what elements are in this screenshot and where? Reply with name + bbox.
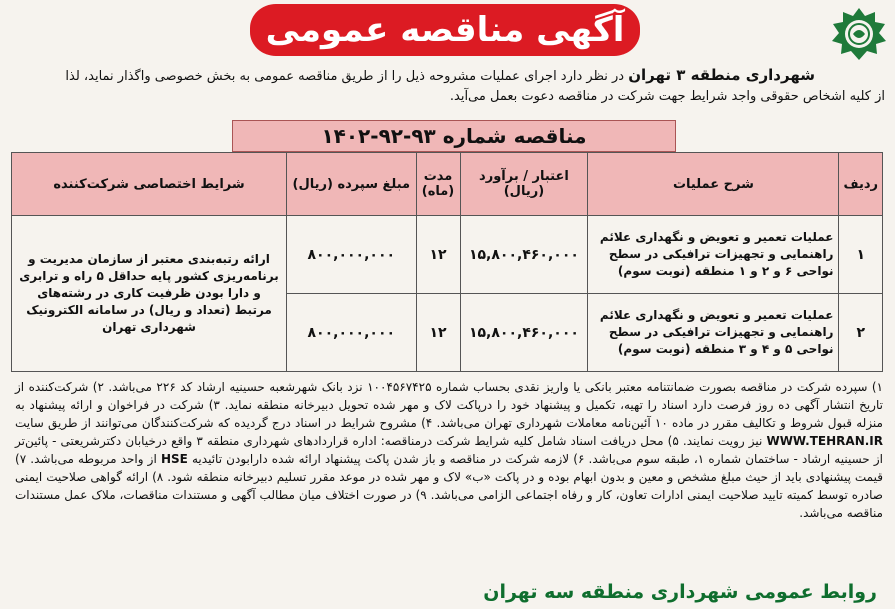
note-9: ۹) در صورت اختلاف میان مطالب آگهی و مستندات مناقصات، ملاک عمل مستندات مناقصه می‌باشد.: [15, 488, 883, 520]
cell-deposit: ۸۰۰,۰۰۰,۰۰۰: [287, 216, 417, 294]
intro-text-2: از کلیه اشخاص حقوقی واجد شرایط جهت شرکت در مناقصه دعوت بعمل می‌آید.: [449, 89, 885, 104]
cell-conditions: ارائه رتبه‌بندی معتبر از سازمان مدیریت و برنامه‌ریزی کشور پایه حداقل ۵ راه و ترابری و دارا بودن ظرفیت کاری در رشته‌های مرتبط (تعداد و ریال) در سامانه الکترونیک شهرداری تهران: [12, 216, 287, 372]
cell-row: ۱: [839, 216, 883, 294]
cell-duration: ۱۲: [416, 216, 460, 294]
hse-label: HSE: [160, 452, 188, 466]
cell-duration: ۱۲: [416, 294, 460, 372]
col-header-budget: اعتبار / برآورد (ریال): [460, 153, 588, 216]
col-header-deposit: مبلغ سپرده (ریال): [287, 153, 417, 216]
note-1: ۱) سپرده شرکت در مناقصه بصورت ضمانتنامه معتبر بانکی یا واریز نقدی بحساب شماره ۱۰۰۴۵۶۷۴۲۵ نزد بانک شهرشعبه حسینیه ارشاد کد ۲۲۶ می‌باشد.: [108, 380, 883, 394]
cell-desc: عملیات تعمیر و تعویض و نگهداری علائم راهنمایی و تجهیزات ترافیکی در سطح نواحی ۶ و ۲ و ۱ منطقه (نوبت سوم): [588, 216, 839, 294]
note-5: ۵) محل دریافت اسناد شامل کلیه شرایط شرکت درمناقصه: اداره قراردادهای شهرداری منطقه ۳ واقع درخیابان دکترشریعتی - پائین‌تر از حسینیه ارشاد - ساختمان شماره ۱، طبقه سوم می‌باشد.: [15, 434, 883, 466]
note-2: ۲) شرکت‌کننده از تاریخ انتشار آگهی ده روز فرصت دارد اسناد را تهیه، تکمیل و پیشنهاد خود را درپاکت لاک و مهر شده تحویل دبیرخانه منطقه نماید.: [15, 380, 883, 412]
table-header-row: [12, 153, 883, 216]
cell-budget: ۱۵,۸۰۰,۴۶۰,۰۰۰: [460, 216, 588, 294]
col-header-conditions: شرایط اختصاصی شرکت‌کننده: [12, 153, 287, 216]
tehran-municipality-logo-icon: [829, 6, 889, 70]
note-7: ۷) قیمت پیشنهادی باید از حیث مبلغ مشخص و معین و بدون ابهام بوده و در پاکت «ب» لاک و مهر شده در موعد مقرر تسلیم دبیرخانه منطقه شود.: [15, 452, 883, 484]
cell-deposit: ۸۰۰,۰۰۰,۰۰۰: [287, 294, 417, 372]
public-relations-footer: روابط عمومی شهرداری منطقه سه تهران: [483, 581, 877, 603]
intro-line-1: [10, 66, 815, 86]
note-6-start: ۶) لازمه شرکت در مناقصه و باز شدن پاکت پیشنهاد ارائه شده دارابودن تائیدیه: [192, 452, 585, 466]
col-header-desc: شرح عملیات: [588, 153, 839, 216]
table-row: [12, 216, 883, 294]
notice-banner: [250, 4, 640, 56]
tender-number: مناقصه شماره ۹۳-۹۲-۱۴۰۲: [232, 120, 676, 152]
note-3: ۳) شرکت در فراخوان و ارائه پیشنهاد به منزله قبول شروط و تکالیف مقرر در ماده ۱۰ آئین‌نامه معاملات شهرداری تهران می‌باشد.: [15, 398, 883, 430]
cell-row: ۲: [839, 294, 883, 372]
banner-title: آگهی مناقصه عمومی: [265, 10, 625, 50]
website-link[interactable]: WWW.TEHRAN.IR: [766, 434, 884, 448]
intro-text-1: در نظر دارد اجرای عملیات مشروحه ذیل را از طریق مناقصه عمومی به بخش خصوصی واگذار نماید، لذا: [65, 69, 625, 84]
note-4-start: ۴) مشروح شرایط در اسناد درج گردیده که شرکت‌کنندگان می‌توانند از طریق سایت: [15, 416, 433, 430]
cell-desc: عملیات تعمیر و تعویض و نگهداری علائم راهنمایی و تجهیزات ترافیکی در سطح نواحی ۵ و ۴ و ۳ منطقه (نوبت سوم): [588, 294, 839, 372]
col-header-row: ردیف: [839, 153, 883, 216]
intro-line-2: [10, 87, 885, 106]
terms-notes: [15, 378, 883, 522]
col-header-duration: مدت (ماه): [416, 153, 460, 216]
note-4-end: نیز رویت نمایند.: [682, 434, 763, 448]
tender-table: [11, 152, 883, 372]
organization-name: شهرداری منطقه ۳ تهران: [628, 66, 815, 84]
cell-budget: ۱۵,۸۰۰,۴۶۰,۰۰۰: [460, 294, 588, 372]
note-6-end: از واحد مربوطه می‌باشد.: [30, 452, 157, 466]
note-8: ۸) ارائه گواهی صلاحیت ایمنی صادره توسط کمیته تایید صلاحیت ایمنی ادارات تعاون، کار و رفاه اجتماعی الزامی می‌باشد.: [15, 470, 883, 502]
